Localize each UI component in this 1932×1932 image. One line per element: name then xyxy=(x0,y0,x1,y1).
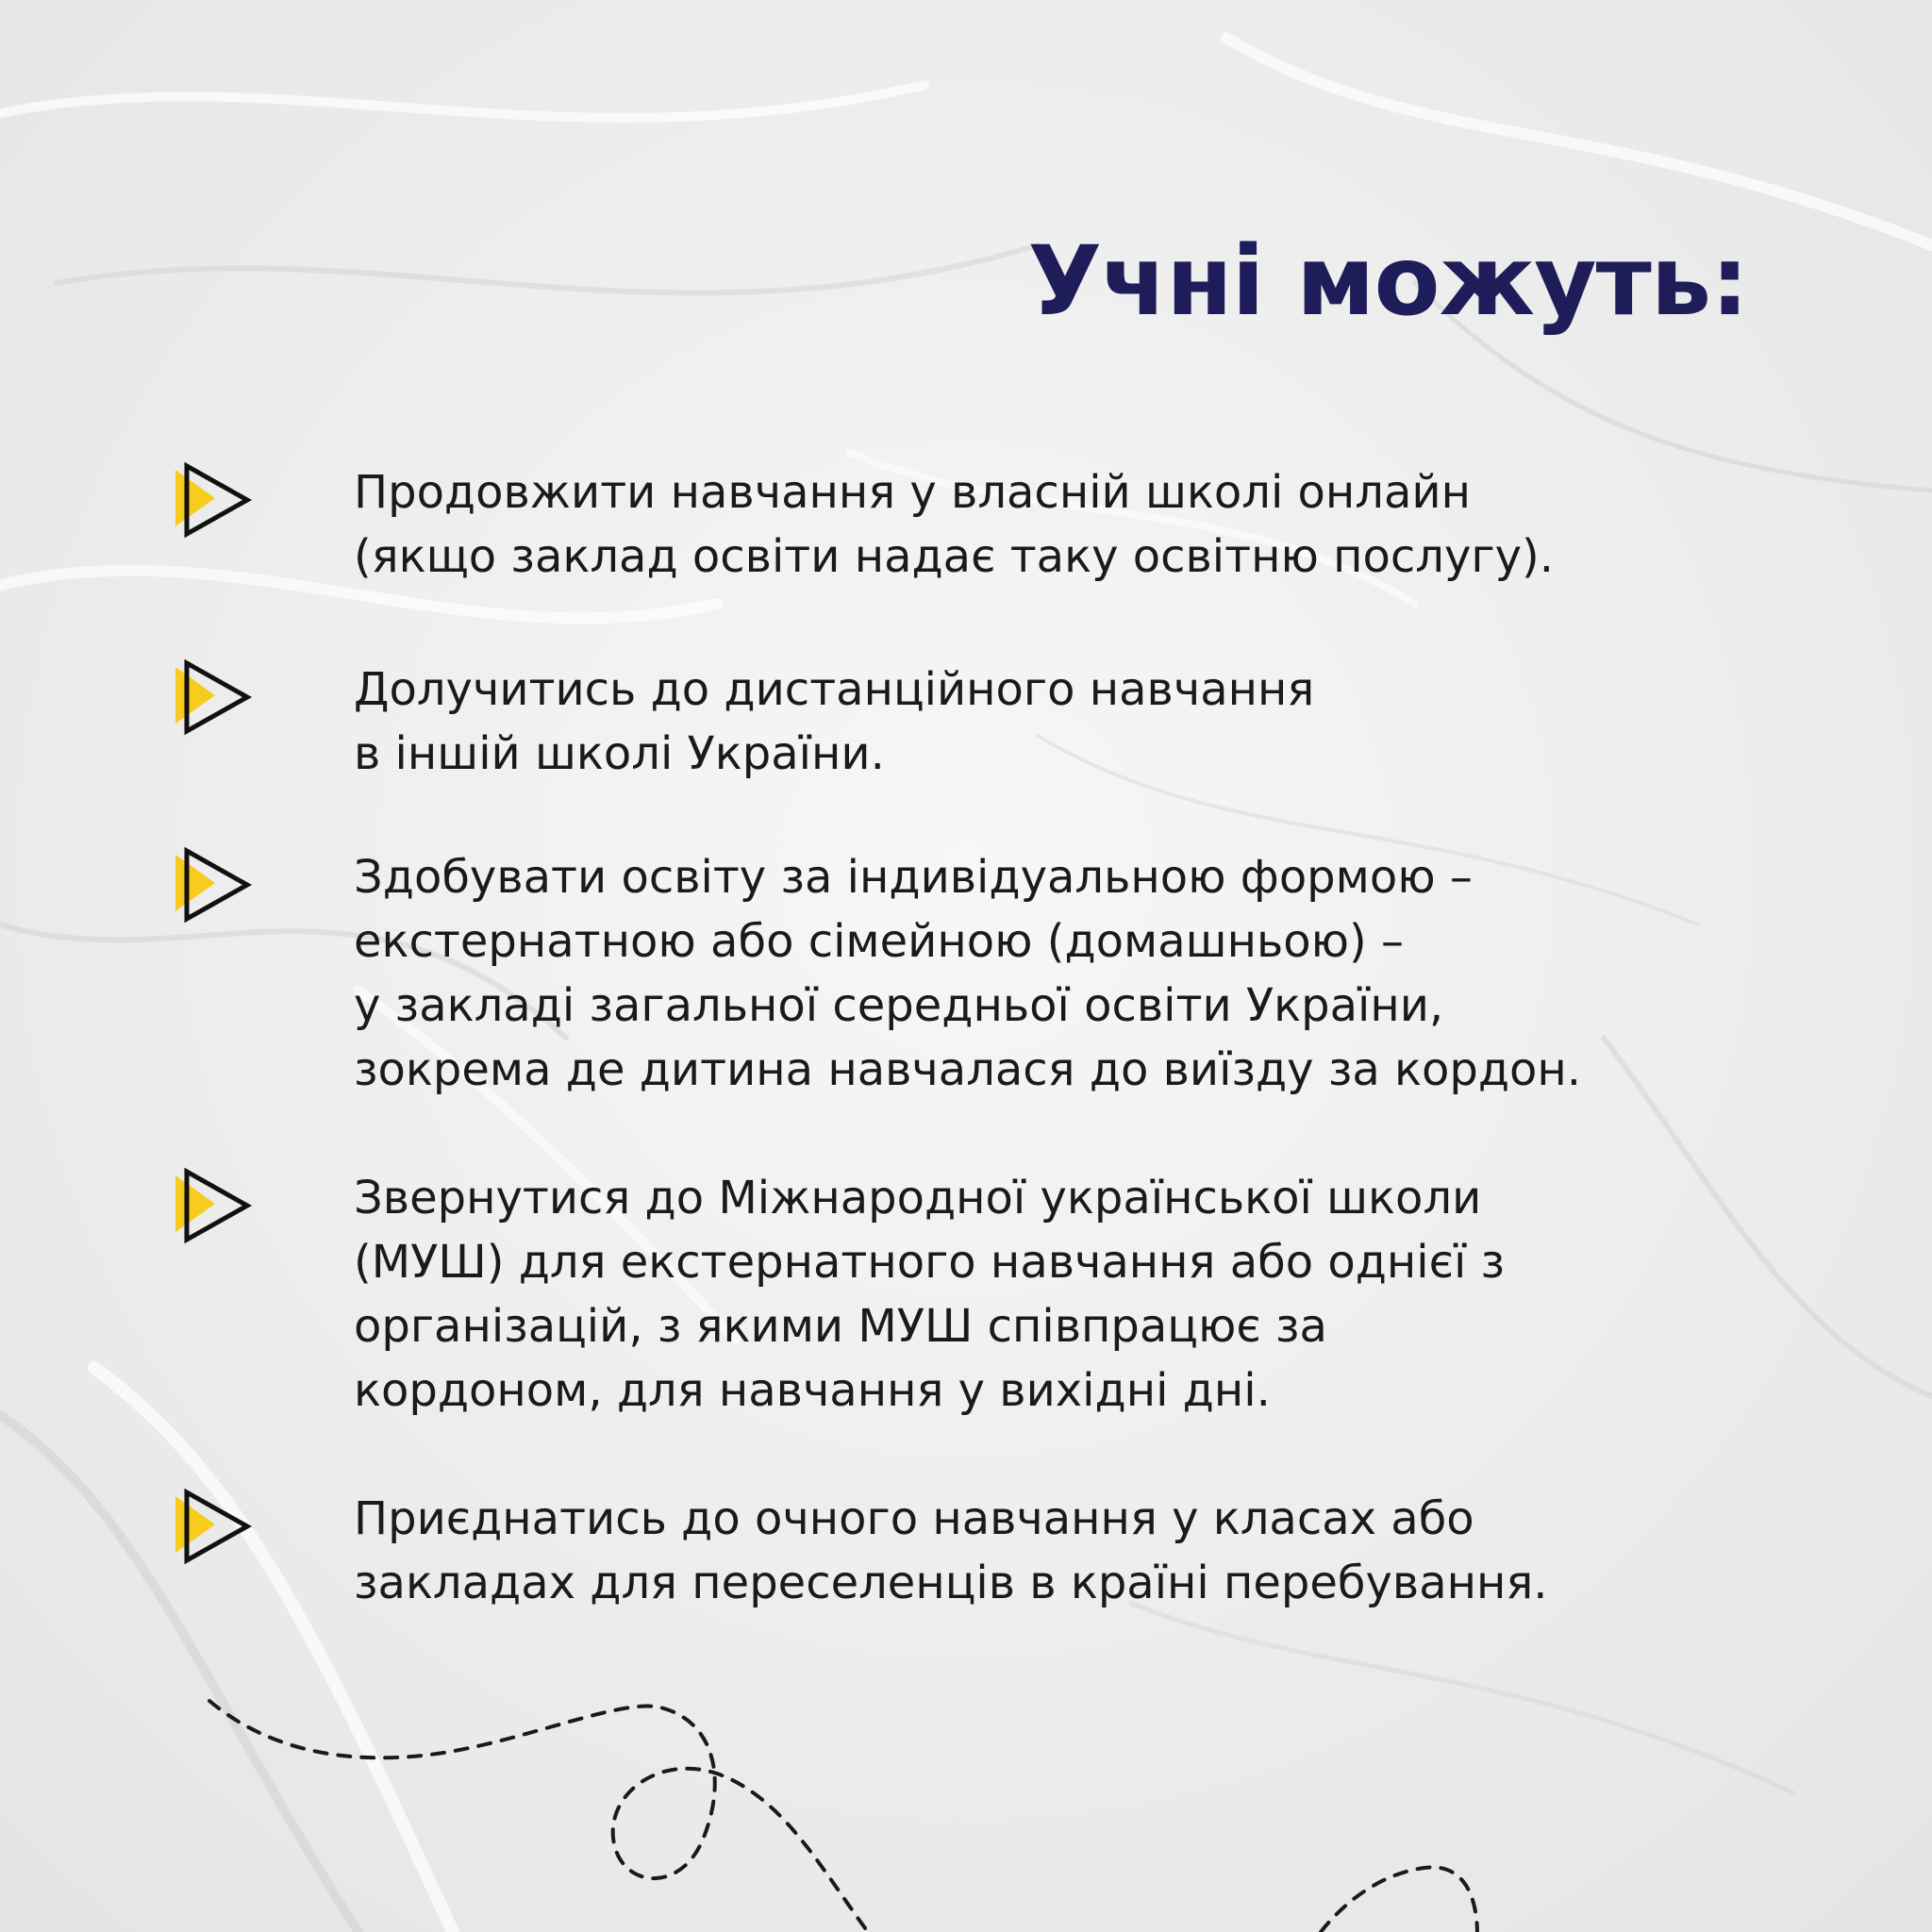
triangle-play-icon xyxy=(170,1168,255,1253)
list-item-text: Здобувати освіту за індивідуальною формою – екстернатною або сімейною (домашньою) – у закладі загальної середньої освіти України, зокрема де дитина навчалася до виїзду за кордон. xyxy=(354,851,1582,1096)
page-title: Учні можуть: xyxy=(1027,225,1748,338)
list-item-text: Звернутися до Міжнародної української школи (МУШ) для екстернатного навчання або однієї з організацій, з якими МУШ співпрацює за кордоном, для навчання у вихідні дні. xyxy=(354,1172,1506,1417)
triangle-play-icon xyxy=(170,462,255,547)
list-item-text: Долучитись до дистанційного навчання в іншій школі України. xyxy=(354,663,1315,780)
triangle-play-icon xyxy=(170,659,255,744)
triangle-play-icon xyxy=(170,847,255,932)
triangle-play-icon xyxy=(170,1489,255,1574)
list-item-text: Продовжити навчання у власній школі онлайн (якщо заклад освіти надає таку освітню послугу). xyxy=(354,466,1554,583)
list-item-text: Приєднатись до очного навчання у класах або закладах для переселенців в країні перебування. xyxy=(354,1492,1548,1609)
